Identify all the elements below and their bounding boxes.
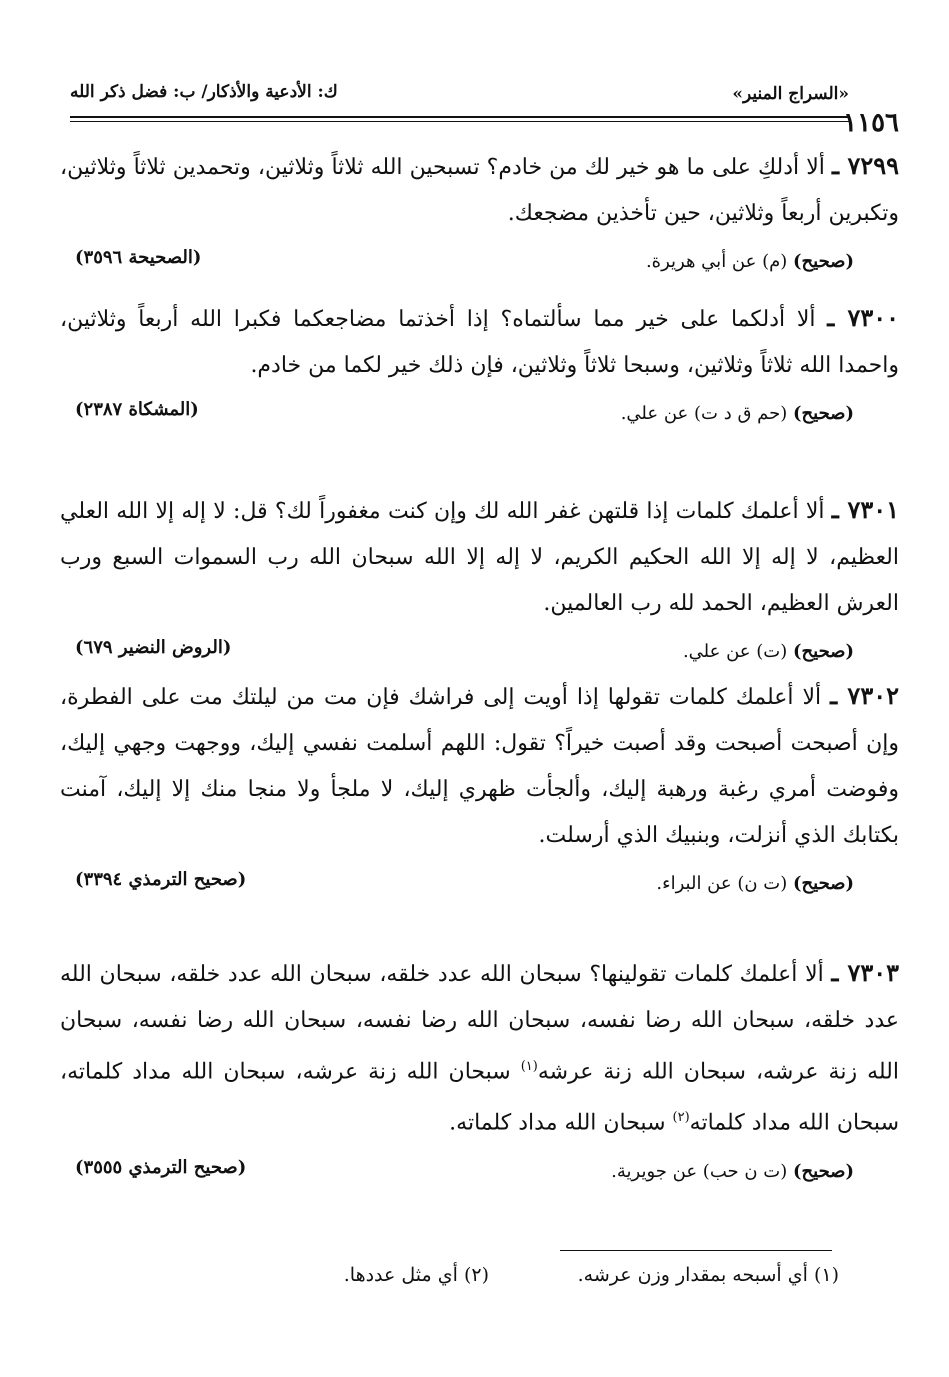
hadith-body-part-3: سبحان الله مداد كلماته. <box>449 1110 673 1136</box>
grade-label: (صحيح) <box>793 873 854 894</box>
hadith-number: ٧٣٠٠ ـ <box>827 303 900 332</box>
hadith-body: ألا أعلمك كلمات إذا قلتهن غفر الله لك وإن كنت مغفوراً لك؟ قل: لا إله إلا الله العلي العظيم، لا إله إلا الله الحكيم الكريم، لا إله إلا الله سبحان الله رب السموات السبع ورب العرش العظيم، الحمد لله رب العالمين. <box>60 499 899 616</box>
grade-label: (صحيح) <box>793 641 854 662</box>
footnote-marker-1: (١) <box>520 1059 538 1074</box>
hadith-source-line <box>60 245 899 283</box>
hadith-reference: (صحيح الترمذي ٣٥٥٥) <box>75 1156 247 1178</box>
grade-label: (صحيح) <box>793 251 854 272</box>
header-rule <box>70 116 849 118</box>
hadith-body: ألا أدلكما على خير مما سألتماه؟ إذا أخذتما مضاجعكما فكبرا الله أربعاً وثلاثين، واحمدا الله ثلاثاً وثلاثين، وسبحا ثلاثاً وثلاثين، فإن ذلك خير لكما من خادم. <box>60 307 899 378</box>
hadith-grading <box>611 1161 854 1182</box>
footnote-marker-2: (٢) <box>672 1110 690 1126</box>
hadith-reference: (الصحيحة ٣٥٩٦) <box>75 247 202 268</box>
hadith-number: ٧٣٠٢ ـ <box>830 681 899 710</box>
hadith-grading <box>683 641 854 662</box>
hadith-grading <box>656 873 854 894</box>
hadith-source-line <box>60 1155 899 1193</box>
hadith-body: ألا أدلكِ على ما هو خير لك من خادم؟ تسبحين الله ثلاثاً وثلاثين، وتحمدين ثلاثاً وثلاثين، وتكبرين أربعاً وثلاثين، حين تأخذين مضجعك. <box>60 155 899 226</box>
hadith-body-part-2: سبحان الله زنة عرشه، سبحان الله مداد كلماته، سبحان الله مداد كلماته <box>60 1059 899 1136</box>
hadith-number: ٧٣٠٣ ـ <box>831 958 899 987</box>
narrator-source: (م) عن أبي هريرة. <box>645 251 788 272</box>
page-header <box>70 72 849 120</box>
narrator-source: (حم ق د ت) عن علي. <box>620 403 788 424</box>
hadith-text <box>60 673 899 859</box>
footnote-2 <box>344 1264 489 1286</box>
hadith-text <box>60 143 899 237</box>
narrator-source: (ت ن) عن البراء. <box>656 873 788 894</box>
header-rule-thin <box>70 121 849 122</box>
narrator-source: (ت ن حب) عن جويرية. <box>611 1160 788 1182</box>
narrator-source: (ت) عن علي. <box>682 641 788 662</box>
hadith-text <box>60 487 899 627</box>
page-number: ١١٥٦ <box>843 108 899 138</box>
hadith-body-part-1: ألا أعلمك كلمات تقولينها؟ سبحان الله عدد خلقه، سبحان الله عدد خلقه، سبحان الله عدد خلقه، سبحان الله رضا نفسه، سبحان الله رضا نفسه، سبحان الله رضا نفسه، سبحان الله زنة عرشه، سبحان الله زنة عرشه <box>60 962 899 1085</box>
hadith-number: ٧٢٩٩ ـ <box>831 151 899 180</box>
hadith-source-line <box>60 397 899 435</box>
grade-label: (صحيح) <box>793 1160 854 1182</box>
hadith-text <box>60 950 899 1147</box>
hadith-number: ٧٣٠١ ـ <box>831 495 899 524</box>
footnote-mark: (١) <box>813 1264 839 1286</box>
hadith-7301 <box>60 487 899 673</box>
book-title: «السراج المنير» <box>732 84 849 104</box>
hadith-7299 <box>60 143 899 283</box>
hadith-7300 <box>60 295 899 435</box>
section-title: ك: الأدعية والأذكار/ ب: فضل ذكر الله <box>70 82 338 102</box>
hadith-grading <box>646 251 854 272</box>
hadith-7302 <box>60 673 899 905</box>
hadith-reference: (الروض النضير ٦٧٩) <box>75 637 232 658</box>
grade-label: (صحيح) <box>793 403 854 424</box>
hadith-7303 <box>60 950 899 1193</box>
footnote-text: أي مثل عددها. <box>343 1264 458 1286</box>
hadith-reference: (صحيح الترمذي ٣٣٩٤) <box>75 869 247 890</box>
hadith-grading <box>621 403 854 424</box>
footnote-1 <box>578 1264 839 1286</box>
hadith-source-line <box>60 867 899 905</box>
footnote-text: أي أسبحه بمقدار وزن عرشه. <box>577 1264 808 1286</box>
hadith-body: ألا أعلمك كلمات تقولها إذا أويت إلى فراشك فإن مت من ليلتك مت على الفطرة، وإن أصبحت أصبحت وقد أصبت خيراً؟ تقول: اللهم أسلمت نفسي إليك، ووجهت وجهي إليك، وفوضت أمري رغبة ورهبة إليك، وألجأت ظهري إليك، لا ملجأ ولا منجا منك إلا إليك، آمنت بكتابك الذي أنزلت، وبنبيك الذي أرسلت. <box>60 685 899 848</box>
hadith-source-line <box>60 635 899 673</box>
footnote-rule <box>560 1250 832 1251</box>
hadith-text <box>60 295 899 389</box>
hadith-reference: (المشكاة ٢٣٨٧) <box>75 399 199 420</box>
footnote-mark: (٢) <box>463 1264 489 1286</box>
